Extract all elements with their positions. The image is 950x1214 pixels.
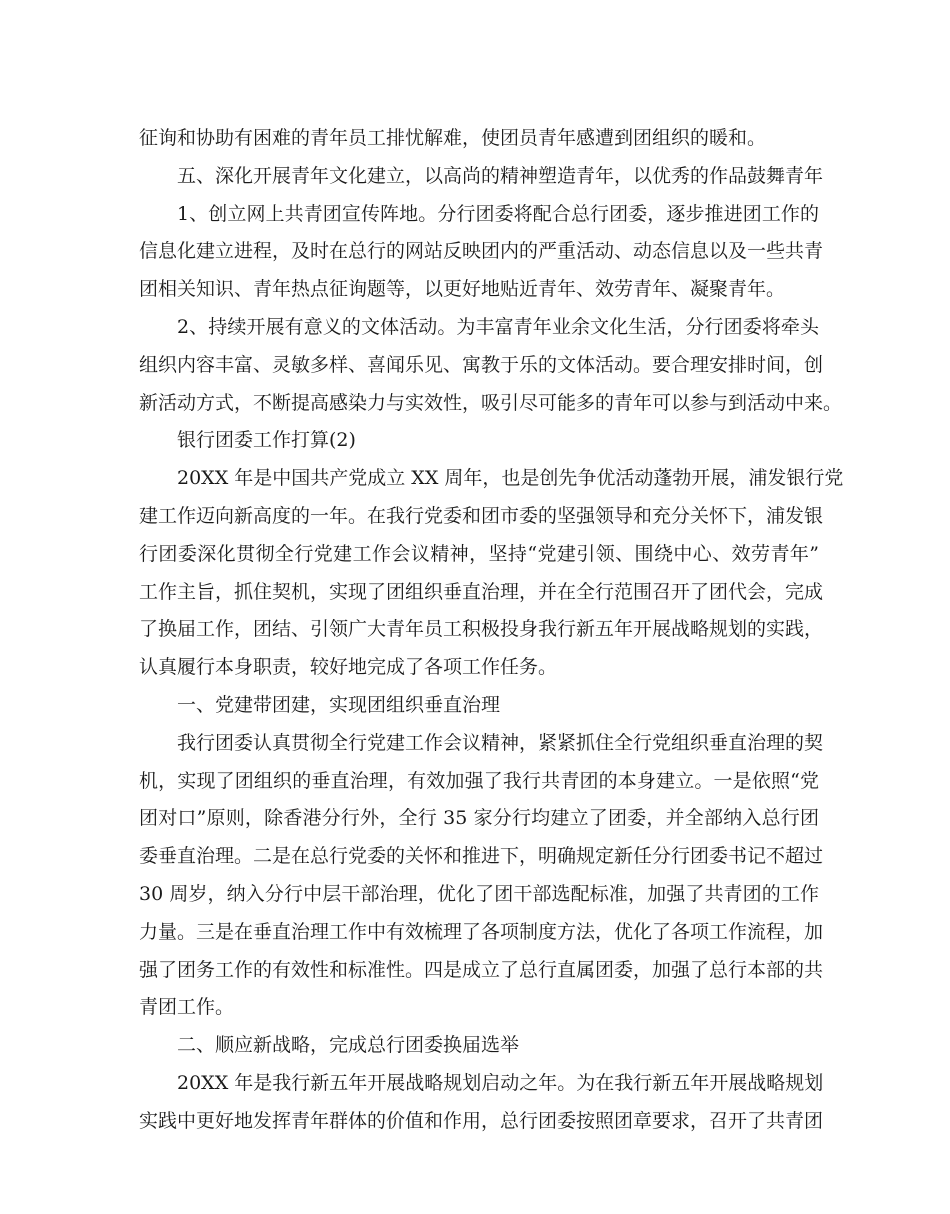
text-line: 我行团委认真贯彻全行党建工作会议精神，紧紧抓住全行党组织垂直治理的契 [177,731,824,754]
text-line: 了换届工作，团结、引领广大青年员工积极投身我行新五年开展战略规划的实践， [139,618,824,641]
text-line: 实践中更好地发挥青年群体的价值和作用，总行团委按照团章要求，召开了共青团 [139,1109,824,1132]
text-line: 青团工作。 [139,996,235,1019]
text-line: 建工作迈向新高度的一年。在我行党委和团市委的坚强领导和充分关怀下，浦发银 [139,504,824,527]
text-line: 1、创立网上共青团宣传阵地。分行团委将配合总行团委，逐步推进团工作的 [177,202,819,225]
text-line: 二、顺应新战略，完成总行团委换届选举 [177,1034,520,1057]
text-line: 委垂直治理。二是在总行党委的关怀和推进下，明确规定新任分行团委书记不超过 [139,845,824,868]
text-line: 强了团务工作的有效性和标准性。四是成立了总行直属团委，加强了总行本部的共 [139,958,824,981]
text-line: 工作主旨，抓住契机，实现了团组织垂直治理，并在全行范围召开了团代会，完成 [139,580,824,603]
text-line: 行团委深化贯彻全行党建工作会议精神，坚持“党建引领、围绕中心、效劳青年” [139,542,819,565]
document-body [139,120,844,1141]
text-line: 认真履行本身职责，较好地完成了各项工作任务。 [139,656,558,679]
text-line: 2、持续开展有意义的文体活动。为丰富青年业余文化生活，分行团委将牵头 [177,315,819,338]
text-line: 团相关知识、青年热点征询题等，以更好地贴近青年、效劳青年、凝聚青年。 [139,278,786,301]
text-line: 团对口”原则，除香港分行外，全行 35 家分行均建立了团委，并全部纳入总行团 [139,807,819,830]
text-line: 征询和协助有困难的青年员工排忧解难，使团员青年感遭到团组织的暖和。 [139,127,767,149]
text-line: 银行团委工作打算(2) [177,429,356,452]
text-line: 30 周岁，纳入分行中层干部治理，优化了团干部选配标准，加强了共青团的工作 [139,882,819,905]
text-line: 20XX 年是中国共产党成立 XX 周年，也是创先争优活动蓬勃开展，浦发银行党 [177,467,844,490]
text-line: 五、深化开展青年文化建立，以高尚的精神塑造青年，以优秀的作品鼓舞青年 [177,164,824,187]
text-line: 一、党建带团建，实现团组织垂直治理 [177,693,501,716]
text-line: 组织内容丰富、灵敏多样、喜闻乐见、寓教于乐的文体活动。要合理安排时间，创 [139,353,824,376]
text-line: 信息化建立进程，及时在总行的网站反映团内的严重活动、动态信息以及一些共青 [139,240,824,263]
text-line: 机，实现了团组织的垂直治理，有效加强了我行共青团的本身建立。一是依照“党 [139,769,819,792]
text-line: 力量。三是在垂直治理工作中有效梳理了各项制度方法，优化了各项工作流程，加 [139,920,824,943]
text-line: 20XX 年是我行新五年开展战略规划启动之年。为在我行新五年开展战略规划 [177,1071,824,1094]
text-line: 新活动方式，不断提高感染力与实效性，吸引尽可能多的青年可以参与到活动中来。 [139,391,843,414]
